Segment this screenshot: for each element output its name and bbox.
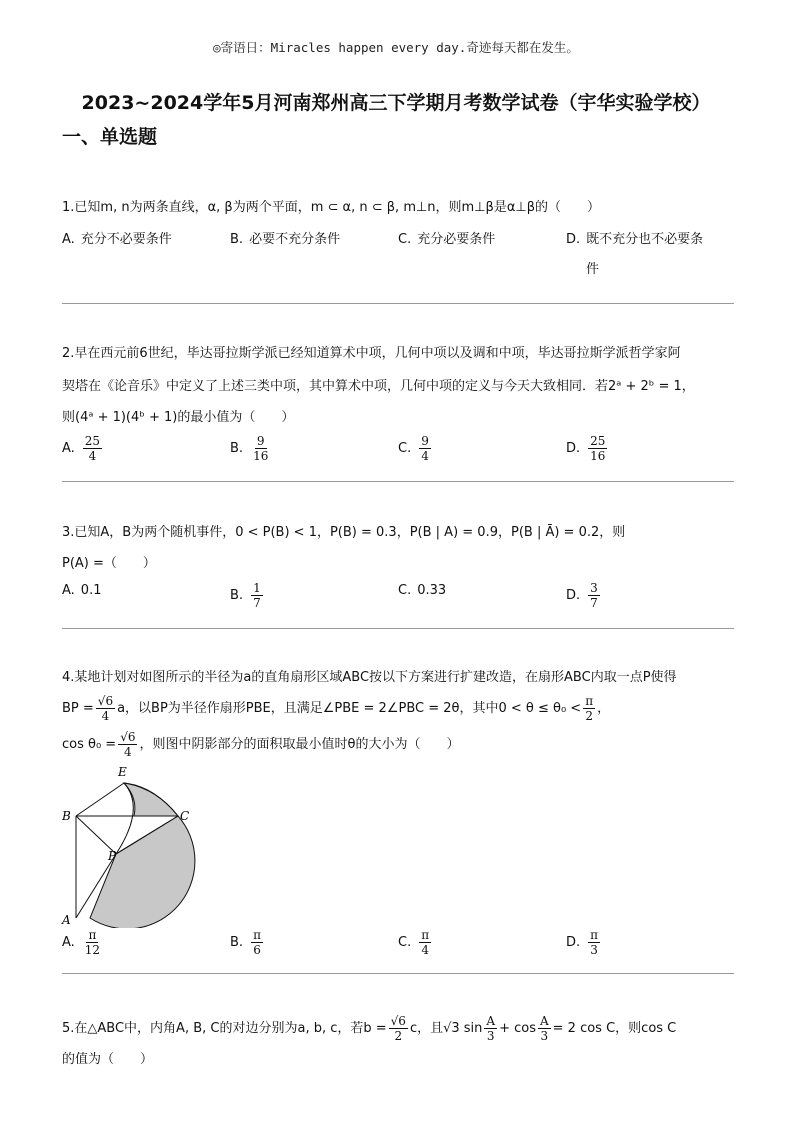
question-4-line-2 (62, 694, 610, 723)
option-text: 0.1 (80, 583, 102, 598)
text: a，以BP为半径作扇形PBE，且满足∠PBE = 2∠PBC = 2θ，其中0 < θ ≤ θ₀ < (117, 700, 582, 716)
text: BP = (62, 700, 94, 716)
text: 5.在△ABC中，内角A, B, C的对边分别为a, b, c，若b = (62, 1020, 387, 1036)
option-fraction: $\frac{\pi}{3}$ (590, 928, 599, 957)
option-a[interactable] (62, 230, 172, 250)
option-fraction: $\frac{9}{16}$ (253, 434, 269, 463)
label-p: P (108, 849, 117, 863)
question-3-line-2: P(A) =（ ） (62, 556, 156, 571)
fraction: $\frac{\pi}{2}$ (585, 694, 594, 723)
option-letter: A. (62, 440, 75, 456)
option-d[interactable] (566, 581, 602, 610)
geometry-figure (56, 760, 206, 928)
option-c[interactable] (398, 434, 433, 463)
fraction: $\frac{A}{3}$ (486, 1014, 496, 1043)
question-5-line-1 (62, 1014, 676, 1043)
option-letter: A. (62, 934, 75, 950)
section-title: 一、单选题 (62, 126, 158, 148)
option-letter: C. (398, 583, 412, 598)
option-a[interactable] (62, 434, 104, 463)
option-text: 0.33 (417, 583, 447, 598)
option-letter: A. (62, 232, 75, 247)
option-c[interactable] (398, 230, 495, 250)
text: + cos (499, 1020, 536, 1036)
option-d[interactable] (566, 230, 703, 280)
fraction: $\frac{√6}{2}$ (390, 1014, 406, 1043)
option-letter: C. (398, 232, 412, 247)
page-title: 2023~2024学年5月河南郑州高三下学期月考数学试卷（宇华实验学校） (81, 92, 711, 114)
divider (62, 973, 734, 974)
label-c: C (180, 809, 190, 823)
question-4-options (62, 928, 734, 958)
question-4-line-1: 4.某地计划对如图所示的半径为a的直角扇形区域ABC按以下方案进行扩建改造，在扇形ABC内取一点P使得 (62, 670, 677, 685)
option-letter: D. (566, 232, 581, 247)
label-b: B (62, 809, 71, 823)
label-e: E (118, 765, 127, 779)
option-fraction: $\frac{\pi}{12}$ (84, 928, 101, 957)
option-letter: B. (230, 440, 244, 456)
divider (62, 303, 734, 304)
option-b[interactable] (230, 230, 340, 250)
question-3-line-1: 3.已知A，B为两个随机事件，0 < P(B) < 1，P(B) = 0.3，P(B | A) = 0.9，P(B | Ā) = 0.2，则 (62, 525, 626, 540)
question-3-options (62, 581, 734, 611)
option-letter: B. (230, 587, 244, 603)
text: cos θ₀ = (62, 736, 117, 752)
option-d[interactable] (566, 434, 609, 463)
question-1-stem: 1.已知m, n为两条直线，α, β为两个平面，m ⊂ α, n ⊂ β, m⊥n，则m⊥β是α⊥β的（ ） (62, 200, 601, 215)
question-4-line-3 (62, 730, 459, 759)
option-letter: A. (62, 583, 75, 598)
fraction: $\frac{√6}{4}$ (120, 730, 136, 759)
option-letter: D. (566, 934, 581, 950)
divider (62, 628, 734, 629)
question-2-options (62, 434, 734, 464)
option-fraction: $\frac{25}{16}$ (590, 434, 606, 463)
option-text: 充分必要条件 (417, 232, 496, 247)
option-c[interactable] (398, 928, 433, 957)
segment-be (76, 783, 124, 816)
option-fraction: $\frac{\pi}{6}$ (253, 928, 261, 957)
option-letter: B. (230, 934, 244, 950)
arc-ep (116, 783, 133, 854)
option-b[interactable] (230, 434, 272, 463)
text: ，则图中阴影部分的面积取最小值时θ的大小为（ ） (139, 736, 460, 752)
option-b[interactable] (230, 581, 265, 610)
text: ， (597, 700, 611, 716)
fraction: $\frac{√6}{4}$ (97, 694, 114, 723)
option-d[interactable] (566, 928, 602, 957)
option-c[interactable] (398, 581, 446, 601)
question-1-options (62, 230, 734, 277)
option-a[interactable] (62, 581, 101, 601)
divider (62, 481, 734, 482)
option-a[interactable] (62, 928, 104, 957)
fraction: $\frac{A}{3}$ (539, 1014, 549, 1043)
label-a: A (62, 913, 71, 927)
question-2-line-1: 2.早在西元前6世纪，毕达哥拉斯学派已经知道算术中项，几何中项以及调和中项，毕达哥拉斯学派哲学家阿 (62, 346, 681, 361)
question-5-line-2: 的值为（ ） (62, 1052, 154, 1067)
question-2-line-2: 契塔在《论音乐》中定义了上述三类中项，其中算术中项，几何中项的定义与今天大致相同．若2ᵃ + 2ᵇ = 1， (62, 379, 695, 394)
option-text-wrap: 件 (586, 262, 600, 277)
option-letter: D. (566, 440, 581, 456)
option-fraction: $\frac{25}{4}$ (84, 434, 101, 463)
option-letter: C. (398, 440, 412, 456)
shaded-region-lower (90, 816, 195, 928)
option-fraction: $\frac{\pi}{4}$ (421, 928, 430, 957)
question-2-line-3: 则(4ᵃ + 1)(4ᵇ + 1)的最小值为（ ） (62, 410, 295, 425)
header-motto: ◎寄语日：Miracles happen every day.奇迹每天都在发生。 (213, 40, 579, 55)
option-b[interactable] (230, 928, 265, 957)
option-text: 必要不充分条件 (249, 232, 341, 247)
option-letter: C. (398, 934, 412, 950)
option-text: 既不充分也不必要条 (586, 232, 704, 247)
text: = 2 cos C，则cos C (552, 1020, 677, 1036)
text: c，且√3 sin (409, 1020, 483, 1036)
option-letter: D. (566, 587, 581, 603)
option-fraction: $\frac{3}{7}$ (590, 581, 598, 610)
question-1 (62, 198, 734, 277)
option-fraction: $\frac{9}{4}$ (421, 434, 429, 463)
option-letter: B. (230, 232, 244, 247)
option-text: 充分不必要条件 (80, 232, 172, 247)
option-fraction: $\frac{1}{7}$ (253, 581, 261, 610)
